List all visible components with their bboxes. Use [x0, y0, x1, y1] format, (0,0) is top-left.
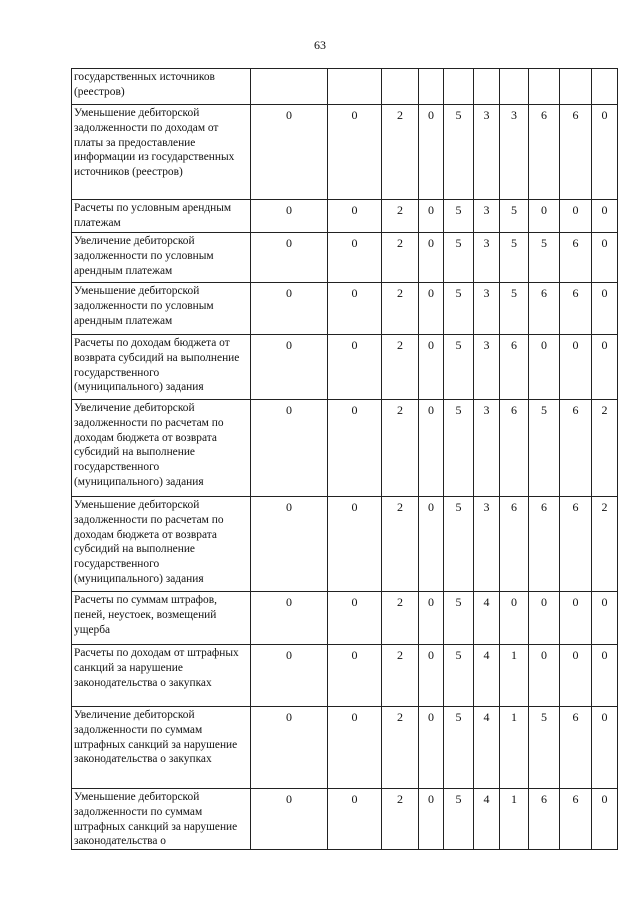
code-digit-cell: 0 — [251, 497, 328, 592]
code-digit-cell: 0 — [328, 707, 382, 789]
code-digit-cell: 2 — [382, 283, 419, 335]
code-digit-cell: 0 — [592, 335, 618, 400]
code-digit-cell: 5 — [444, 497, 474, 592]
code-digit-cell: 0 — [328, 105, 382, 200]
code-digit-cell: 5 — [500, 283, 529, 335]
code-digit-cell: 4 — [474, 707, 500, 789]
code-digit-cell: 0 — [419, 283, 444, 335]
code-digit-cell: 5 — [444, 707, 474, 789]
code-digit-cell: 0 — [419, 592, 444, 645]
code-digit-cell: 2 — [382, 400, 419, 497]
table-row — [72, 645, 618, 707]
code-digit-cell: 0 — [251, 283, 328, 335]
code-digit-cell: 5 — [529, 400, 560, 497]
code-digit-cell: 0 — [328, 283, 382, 335]
code-digit-cell: 0 — [529, 200, 560, 233]
code-digit-cell: 6 — [529, 105, 560, 200]
code-digit-cell: 3 — [474, 335, 500, 400]
account-name-cell: Расчеты по суммам штрафов, пеней, неустоек, возмещений ущерба — [72, 592, 251, 645]
code-digit-cell: 6 — [560, 283, 592, 335]
table-row — [72, 105, 618, 200]
account-name-cell: Уменьшение дебиторской задолженности по расчетам по доходам бюджета от возврата субсидий на выполнение государственного (муниципального) задания — [72, 497, 251, 592]
table-row — [72, 69, 618, 105]
code-digit-cell: 0 — [328, 335, 382, 400]
code-digit-cell: 3 — [474, 233, 500, 283]
code-digit-cell: 0 — [529, 645, 560, 707]
code-digit-cell: 0 — [419, 233, 444, 283]
code-digit-cell: 0 — [328, 233, 382, 283]
code-digit-cell: 5 — [444, 789, 474, 850]
code-digit-cell: 0 — [251, 592, 328, 645]
table-row — [72, 400, 618, 497]
code-digit-cell: 0 — [500, 592, 529, 645]
code-digit-cell: 0 — [251, 645, 328, 707]
code-digit-cell: 0 — [592, 233, 618, 283]
code-digit-cell: 0 — [419, 707, 444, 789]
code-digit-cell: 0 — [592, 789, 618, 850]
code-digit-cell: 0 — [560, 592, 592, 645]
code-digit-cell: 0 — [251, 233, 328, 283]
code-digit-cell: 6 — [529, 283, 560, 335]
code-digit-cell: 6 — [500, 335, 529, 400]
code-digit-cell: 3 — [474, 497, 500, 592]
code-digit-cell — [560, 69, 592, 105]
code-digit-cell: 2 — [382, 707, 419, 789]
code-digit-cell: 5 — [444, 233, 474, 283]
code-digit-cell: 6 — [560, 105, 592, 200]
code-digit-cell: 5 — [444, 105, 474, 200]
code-digit-cell: 3 — [474, 200, 500, 233]
code-digit-cell — [592, 69, 618, 105]
code-digit-cell: 0 — [419, 105, 444, 200]
account-name-cell: Уменьшение дебиторской задолженности по суммам штрафных санкций за нарушение законодательства о — [72, 789, 251, 850]
code-digit-cell: 0 — [328, 592, 382, 645]
code-digit-cell: 6 — [560, 233, 592, 283]
code-digit-cell: 0 — [419, 335, 444, 400]
table-row — [72, 335, 618, 400]
code-digit-cell: 0 — [328, 789, 382, 850]
code-digit-cell: 0 — [251, 707, 328, 789]
table-row — [72, 233, 618, 283]
code-digit-cell: 5 — [500, 200, 529, 233]
code-digit-cell: 2 — [592, 497, 618, 592]
code-digit-cell: 5 — [444, 400, 474, 497]
code-digit-cell: 0 — [419, 400, 444, 497]
code-digit-cell: 2 — [592, 400, 618, 497]
code-digit-cell — [444, 69, 474, 105]
code-digit-cell: 5 — [444, 200, 474, 233]
code-digit-cell: 5 — [444, 283, 474, 335]
code-digit-cell — [500, 69, 529, 105]
account-name-cell: Увеличение дебиторской задолженности по условным арендным платежам — [72, 233, 251, 283]
code-digit-cell: 2 — [382, 497, 419, 592]
code-digit-cell: 0 — [328, 645, 382, 707]
code-digit-cell: 6 — [560, 707, 592, 789]
code-digit-cell — [474, 69, 500, 105]
code-digit-cell: 2 — [382, 233, 419, 283]
code-digit-cell: 0 — [251, 200, 328, 233]
code-digit-cell — [529, 69, 560, 105]
code-digit-cell: 0 — [560, 200, 592, 233]
code-digit-cell: 0 — [251, 105, 328, 200]
code-digit-cell: 0 — [328, 400, 382, 497]
code-digit-cell: 0 — [529, 335, 560, 400]
code-digit-cell: 1 — [500, 789, 529, 850]
code-digit-cell: 5 — [529, 233, 560, 283]
code-digit-cell: 4 — [474, 592, 500, 645]
code-digit-cell: 6 — [560, 400, 592, 497]
code-digit-cell: 0 — [251, 335, 328, 400]
code-digit-cell: 6 — [560, 789, 592, 850]
code-digit-cell: 0 — [592, 105, 618, 200]
page-number: 63 — [314, 38, 326, 52]
code-digit-cell — [419, 69, 444, 105]
table-row — [72, 789, 618, 850]
code-digit-cell: 2 — [382, 789, 419, 850]
code-digit-cell: 1 — [500, 645, 529, 707]
table-row — [72, 592, 618, 645]
code-digit-cell: 1 — [500, 707, 529, 789]
code-digit-cell: 0 — [419, 200, 444, 233]
code-digit-cell: 0 — [592, 200, 618, 233]
account-name-cell: Увеличение дебиторской задолженности по суммам штрафных санкций за нарушение законодательства о закупках — [72, 707, 251, 789]
code-digit-cell: 2 — [382, 335, 419, 400]
code-digit-cell: 2 — [382, 105, 419, 200]
table-body — [72, 69, 618, 850]
code-digit-cell: 6 — [500, 400, 529, 497]
code-digit-cell: 5 — [500, 233, 529, 283]
code-digit-cell: 5 — [444, 592, 474, 645]
table-row — [72, 497, 618, 592]
code-digit-cell — [251, 69, 328, 105]
code-digit-cell: 0 — [560, 335, 592, 400]
code-digit-cell: 4 — [474, 645, 500, 707]
code-digit-cell: 6 — [529, 789, 560, 850]
code-digit-cell: 3 — [500, 105, 529, 200]
code-digit-cell: 0 — [592, 707, 618, 789]
code-digit-cell: 3 — [474, 283, 500, 335]
code-digit-cell: 6 — [500, 497, 529, 592]
table-row — [72, 707, 618, 789]
code-digit-cell: 2 — [382, 592, 419, 645]
code-digit-cell — [328, 69, 382, 105]
code-digit-cell: 0 — [419, 645, 444, 707]
code-digit-cell: 0 — [251, 789, 328, 850]
code-digit-cell: 2 — [382, 645, 419, 707]
code-digit-cell: 5 — [444, 645, 474, 707]
code-digit-cell: 0 — [560, 645, 592, 707]
account-name-cell: Расчеты по доходам бюджета от возврата субсидий на выполнение государственного (муниципального) задания — [72, 335, 251, 400]
code-digit-cell: 0 — [419, 497, 444, 592]
account-name-cell: государственных источников (реестров) — [72, 69, 251, 105]
account-name-cell: Расчеты по условным арендным платежам — [72, 200, 251, 233]
code-digit-cell — [382, 69, 419, 105]
code-digit-cell: 2 — [382, 200, 419, 233]
code-digit-cell: 6 — [529, 497, 560, 592]
account-name-cell: Уменьшение дебиторской задолженности по доходам от платы за предоставление информации из государственных источников (реестров) — [72, 105, 251, 200]
code-digit-cell: 0 — [419, 789, 444, 850]
table-row — [72, 200, 618, 233]
code-digit-cell: 6 — [560, 497, 592, 592]
code-digit-cell: 3 — [474, 105, 500, 200]
code-digit-cell: 0 — [328, 200, 382, 233]
code-digit-cell: 0 — [328, 497, 382, 592]
code-digit-cell: 4 — [474, 789, 500, 850]
account-codes-table — [71, 68, 618, 850]
code-digit-cell: 0 — [592, 592, 618, 645]
code-digit-cell: 0 — [251, 400, 328, 497]
account-name-cell: Увеличение дебиторской задолженности по расчетам по доходам бюджета от возврата субсидий на выполнение государственного (муниципального) задания — [72, 400, 251, 497]
table-row — [72, 283, 618, 335]
code-digit-cell: 0 — [592, 645, 618, 707]
code-digit-cell: 3 — [474, 400, 500, 497]
code-digit-cell: 5 — [444, 335, 474, 400]
code-digit-cell: 0 — [592, 283, 618, 335]
account-name-cell: Уменьшение дебиторской задолженности по условным арендным платежам — [72, 283, 251, 335]
code-digit-cell: 0 — [529, 592, 560, 645]
account-name-cell: Расчеты по доходам от штрафных санкций за нарушение законодательства о закупках — [72, 645, 251, 707]
code-digit-cell: 5 — [529, 707, 560, 789]
